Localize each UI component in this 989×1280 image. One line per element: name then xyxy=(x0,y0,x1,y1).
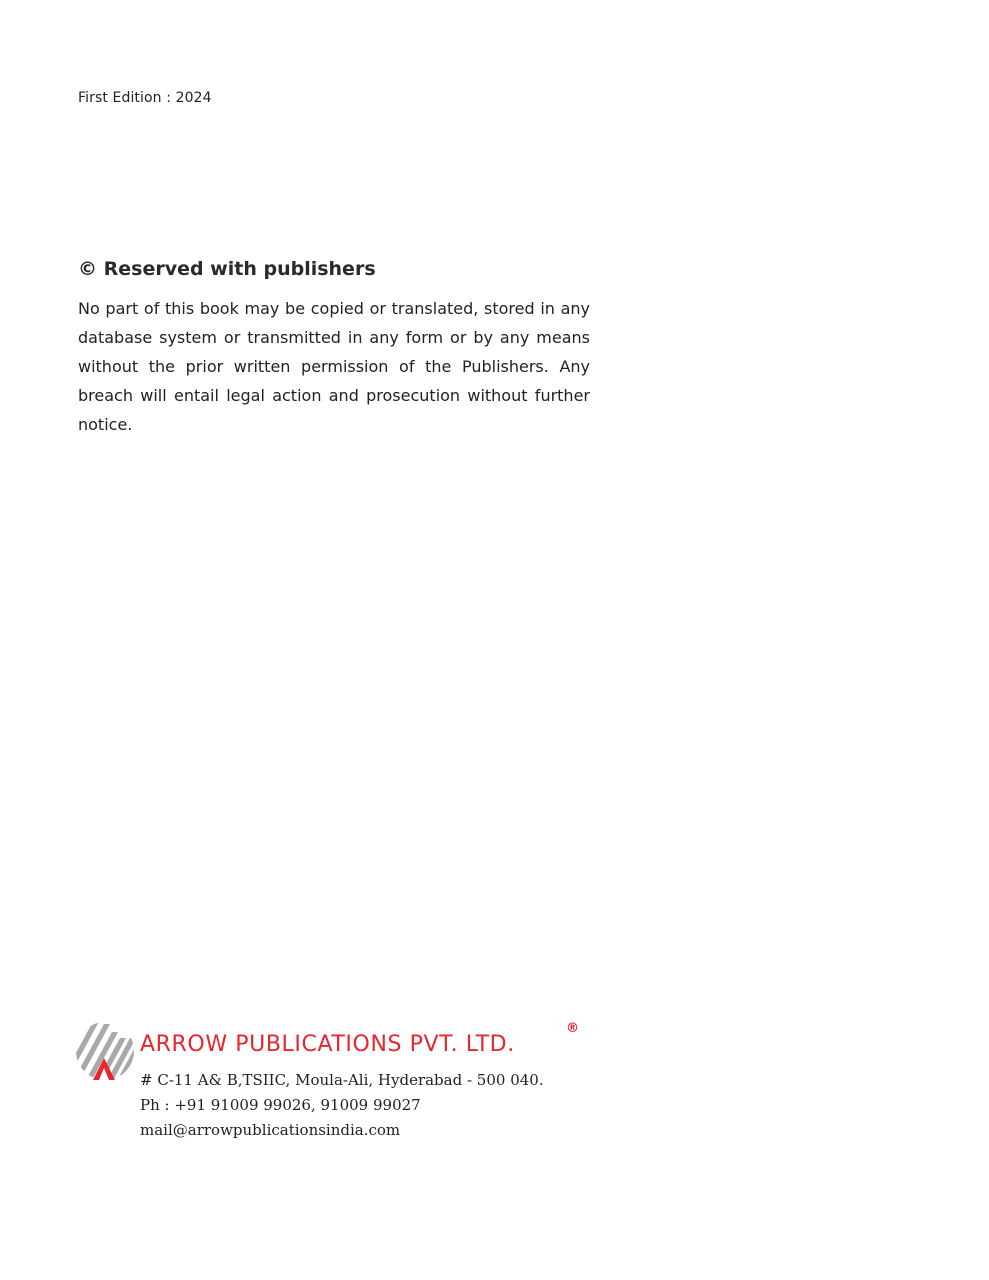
registered-mark: ® xyxy=(566,1021,579,1036)
publisher-block xyxy=(74,1020,634,1150)
rights-heading: © Reserved with publishers xyxy=(78,258,376,280)
publisher-email: mail@arrowpublicationsindia.com xyxy=(140,1121,401,1139)
publisher-address: # C-11 A& B,TSIIC, Moula-Ali, Hyderabad - 500 040. xyxy=(140,1071,544,1089)
edition-line: First Edition : 2024 xyxy=(78,90,212,106)
arrow-publications-logo-icon xyxy=(74,1020,136,1082)
rights-section xyxy=(78,256,590,439)
publisher-phone: Ph : +91 91009 99026, 91009 99027 xyxy=(140,1096,421,1114)
rights-notice: No part of this book may be copied or translated, stored in any database system or transmitted in any form or by any means without the prior written permission of the Publishers. Any breach will entail legal action and prosecution without further notice. xyxy=(78,299,590,434)
publisher-contact xyxy=(140,1068,544,1143)
publisher-name: ARROW PUBLICATIONS PVT. LTD. xyxy=(140,1032,515,1057)
